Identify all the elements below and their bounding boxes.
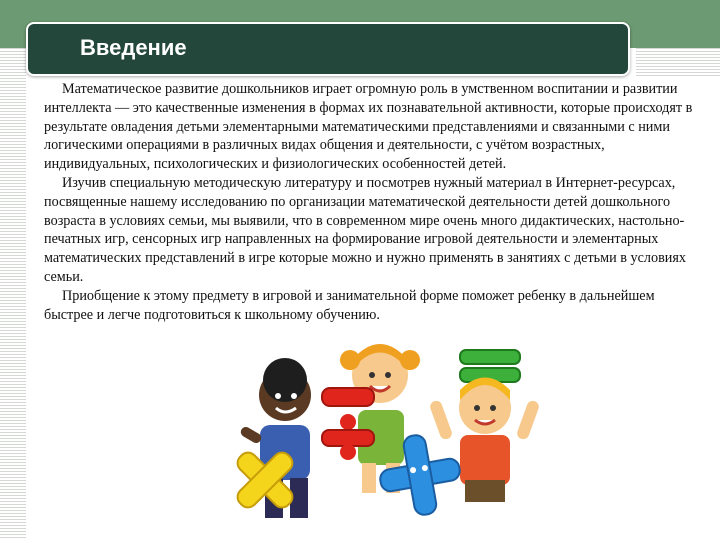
slide-title: Введение	[80, 35, 187, 60]
left-stripe-decoration	[0, 48, 26, 540]
slide-body	[44, 80, 704, 324]
paragraph-3: Приобщение к этому предмету в игровой и занимательной форме поможет ребенку в дальнейшем быстрее и легче подготовиться к школьному обучению.	[44, 287, 655, 323]
minus-sign-icon	[322, 388, 374, 406]
children-with-math-signs-illustration	[210, 330, 570, 540]
boy-right-figure	[429, 378, 541, 503]
right-stripe-decoration	[636, 48, 720, 76]
paragraph-2: Изучив специальную методическую литературу и посмотрев нужный материал в Интернет-ресурсах, посвященные нашему исследованию по организации математической деятельности детей дошкольного возраста в условиях семьи, мы выявили, что в современном мире очень много дидактических, настольно-печатных игр, сенсорных игр направленных на формирование игровой деятельности и элементарных математических представлений в игре которые можно и нужно применять в занятиях с детьми в условиях семьи.	[44, 174, 686, 285]
title-banner	[26, 22, 630, 76]
equals-sign-icon	[460, 350, 520, 382]
paragraph-1: Математическое развитие дошкольников играет огромную роль в умственном воспитании и развитии интеллекта — это качественные изменения в формах их познавательной активности, которые происходят в результате овладения детьми элементарными математическими представлениями и связанными с ними логическими операциями в различных видах общения и деятельности, с учётом возрастных, индивидуальных, психологических и физиологических особенностей детей.	[44, 81, 693, 173]
